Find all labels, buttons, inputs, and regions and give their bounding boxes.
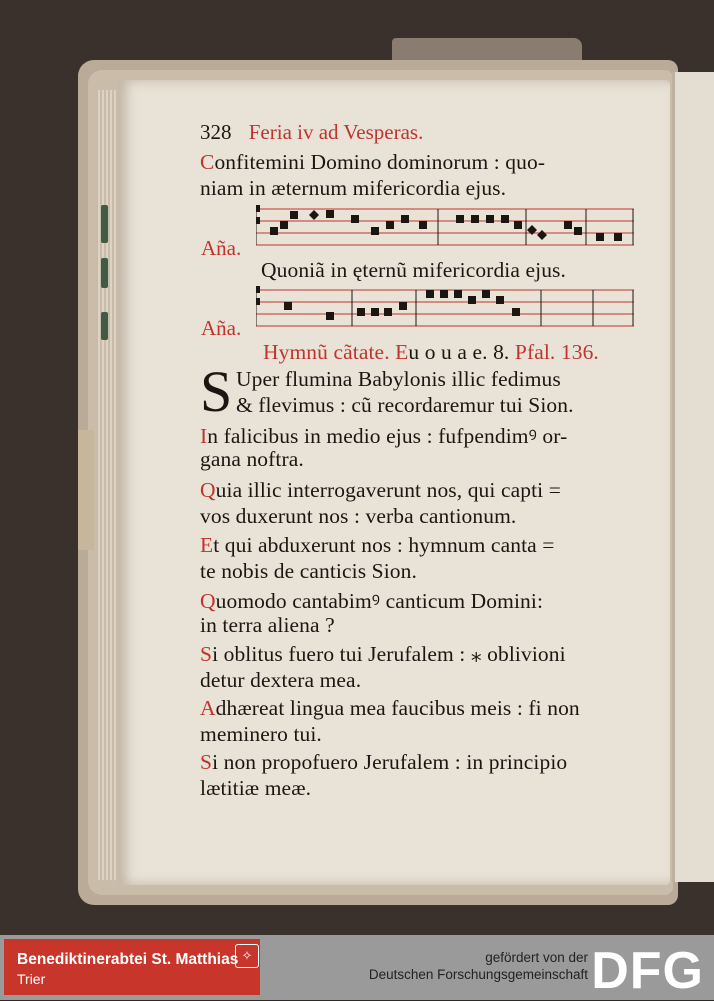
- verse-line: meminero tui.: [200, 722, 322, 746]
- page-marker: [101, 258, 108, 288]
- opening-line-1: Confitemini Domino dominorum : quo-: [200, 150, 546, 174]
- facing-page: [672, 72, 714, 882]
- verse-line: Et qui abduxerunt nos : hymnum canta =: [200, 533, 555, 557]
- music-staff-2: [256, 284, 636, 334]
- verse-line: in terra aliena ?: [200, 613, 335, 637]
- verse-line: Quomodo cantabimꝰ canticum Domini:: [200, 589, 544, 613]
- page-number: 328: [200, 120, 232, 144]
- worn-edge: [78, 430, 94, 550]
- page-edges: [96, 90, 120, 880]
- verse-line: Si oblitus fuero tui Jerufalem : ⁎ oblivioni: [200, 642, 566, 666]
- running-title: Feria iv ad Vesperas.: [248, 120, 424, 144]
- verse-line: Adhæreat lingua mea faucibus meis : fi non: [200, 696, 580, 720]
- footer-banner: [0, 935, 714, 1000]
- page-marker: [101, 312, 108, 340]
- opening-line-2: niam in æternum mifericordia ejus.: [200, 176, 507, 200]
- verse-line: & flevimus : cũ recordaremur tui Sion.: [236, 393, 574, 417]
- opening-initial: C: [200, 150, 215, 174]
- verse-line: gana noftra.: [200, 447, 304, 471]
- page-marker: [101, 205, 108, 243]
- page-header: [200, 120, 423, 145]
- verse-line: lætitiæ meæ.: [200, 776, 312, 800]
- verse-line: Uper flumina Babylonis illic fedimus: [236, 367, 561, 391]
- verse-line: Quia illic interrogaverunt nos, qui capti =: [200, 478, 561, 502]
- music-staff-1: [256, 205, 636, 255]
- institution-city: Trier: [17, 971, 46, 987]
- funder-text: gefördert von der Deutschen Forschungsgemeinschaft: [368, 950, 588, 982]
- institution-name: Benediktinerabtei St. Matthias: [17, 951, 239, 968]
- institution-box[interactable]: [4, 939, 260, 995]
- hymn-line: Hymnũ cãtate. Eu o u a e. 8. Pfal. 136.: [263, 340, 599, 364]
- antiphon-label: Aña.: [201, 236, 242, 260]
- verse-line: Si non propofuero Jerufalem : in principio: [200, 750, 568, 774]
- verse-line: vos duxerunt nos : verba cantionum.: [200, 504, 517, 528]
- verse-line: te nobis de canticis Sion.: [200, 559, 417, 583]
- verse-line: detur dextera mea.: [200, 668, 362, 692]
- institution-logo-icon: ✧: [235, 944, 259, 968]
- verse-line: In falicibus in medio ejus : fufpendimꝰ or-: [200, 424, 568, 448]
- psalm-dropcap: S: [200, 359, 233, 424]
- antiphon-text: Quoniã in ęternũ mifericordia ejus.: [261, 258, 566, 282]
- dfg-logo[interactable]: DFG: [591, 942, 704, 1000]
- antiphon-label: Aña.: [201, 316, 242, 340]
